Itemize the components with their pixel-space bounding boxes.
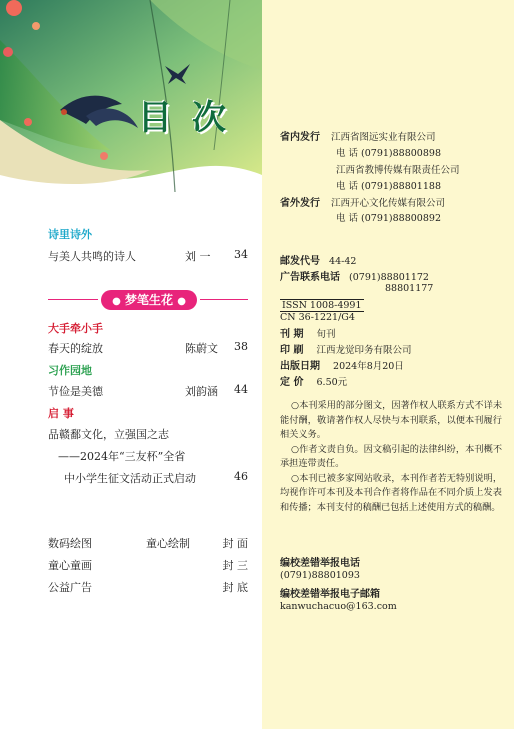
entry-title: 品赣鄱文化，立强国之志 <box>48 428 169 441</box>
entry-subtitle: ——2024年“三友杯”全省 <box>58 450 186 463</box>
ad-phone-value: 88801177 <box>385 283 434 294</box>
entry-page: 44 <box>234 383 248 396</box>
entry-title: 公益广告 <box>48 581 92 594</box>
issn: ISSN 1008-4991 <box>282 300 362 311</box>
org-name: 江西省教博传媒有限责任公司 <box>336 165 460 176</box>
entry-author: 刘 一 <box>185 250 211 263</box>
entry-page: 封 底 <box>222 581 248 594</box>
entry-subtitle: 中小学生征文活动正式启动 <box>64 472 196 485</box>
bullet-icon: ● <box>112 296 121 307</box>
entry-title: 春天的绽放 <box>48 342 103 355</box>
entry-page: 封 三 <box>222 559 248 572</box>
publisher-domestic <box>280 128 436 143</box>
notice-paragraph: ○作者文责自负。因文稿引起的法律纠纷，本刊概不承担连带责任。 <box>280 443 502 469</box>
entry-title: 童心童画 <box>48 559 92 572</box>
entry-author: 童心绘制 <box>146 537 190 550</box>
printer-value: 江西龙觉印务有限公司 <box>316 345 412 356</box>
phone-line: 电 话 (0791)88800892 <box>336 213 441 224</box>
printer-label: 印 刷 <box>280 345 304 356</box>
entry-page: 38 <box>234 340 248 353</box>
section-banner-mengbishenghua <box>101 290 197 310</box>
ad-phone-row <box>280 268 429 283</box>
entry-title: 数码绘图 <box>48 537 92 550</box>
period-row <box>280 325 336 340</box>
divider-line <box>200 299 248 300</box>
period-label: 刊 期 <box>280 329 304 340</box>
period-value: 旬刊 <box>316 329 336 340</box>
cn-number: CN 36-1221/G4 <box>280 312 355 323</box>
price-value: 6.50元 <box>316 377 348 388</box>
cover-illustration <box>0 0 262 192</box>
section-heading-qishi: 启 事 <box>48 407 74 420</box>
postal-label: 邮发代号 <box>280 256 320 267</box>
distribution-label: 省内发行 <box>280 132 320 143</box>
date-value: 2024年8月20日 <box>333 361 404 372</box>
printer-row <box>280 341 412 356</box>
entry-author: 刘韵涵 <box>185 385 218 398</box>
errata-phone-label: 编校差错举报电话 <box>280 558 360 569</box>
bullet-icon: ● <box>177 296 186 307</box>
notice-paragraph: ○本刊采用的部分图文，因著作权人联系方式不详未能付酬，敬请著作权人尽快与本刊联系，以便本刊履行相关义务。 <box>280 400 502 440</box>
section-heading-xizuoyuandi: 习作园地 <box>48 364 92 377</box>
errata-email-label: 编校差错举报电子邮箱 <box>280 589 380 600</box>
publisher-foreign <box>280 194 445 209</box>
ad-phone-value: (0791)88801172 <box>349 272 429 283</box>
section-heading-dashouqianxiaoshou: 大手牵小手 <box>48 322 103 335</box>
section-banner-label: 梦笔生花 <box>124 293 173 307</box>
entry-page: 46 <box>234 470 248 483</box>
distribution-label: 省外发行 <box>280 198 320 209</box>
phone-line: 电 话 (0791)88800898 <box>336 148 441 159</box>
errata-email-link[interactable]: kanwuchacuo@163.com <box>280 601 397 612</box>
date-row <box>280 357 404 372</box>
copyright-notice <box>280 399 502 515</box>
section-heading-shiliishiwai: 诗里诗外 <box>48 228 92 241</box>
entry-page: 34 <box>234 248 248 261</box>
divider-line <box>48 299 98 300</box>
postal-code-row <box>280 252 356 267</box>
entry-author: 陈蔚文 <box>185 342 218 355</box>
entry-page: 封 面 <box>222 537 248 550</box>
errata-phone: (0791)88801093 <box>280 570 360 581</box>
issn-cn-block <box>280 299 364 312</box>
toc-entry[interactable] <box>48 426 248 486</box>
date-label: 出版日期 <box>280 361 320 372</box>
postal-value: 44-42 <box>329 256 357 267</box>
org-name: 江西开心文化传媒有限公司 <box>331 198 446 209</box>
ad-phone-label: 广告联系电话 <box>280 272 340 283</box>
phone-line: 电 话 (0791)88801188 <box>336 181 441 192</box>
entry-title: 与美人共鸣的诗人 <box>48 250 136 263</box>
entry-title: 节俭是美德 <box>48 385 103 398</box>
price-label: 定 价 <box>280 377 304 388</box>
notice-paragraph: ○本刊已被多家网站收录，本刊作者若无特别说明，均视作许可本刊及本刊合作者将作品在不同介质上发表和传播；本刊支付的稿酬已包括上述使用方式的稿酬。 <box>280 472 502 513</box>
org-name: 江西省图远实业有限公司 <box>331 132 436 143</box>
price-row <box>280 373 347 388</box>
page-title: 目次 <box>138 98 246 138</box>
